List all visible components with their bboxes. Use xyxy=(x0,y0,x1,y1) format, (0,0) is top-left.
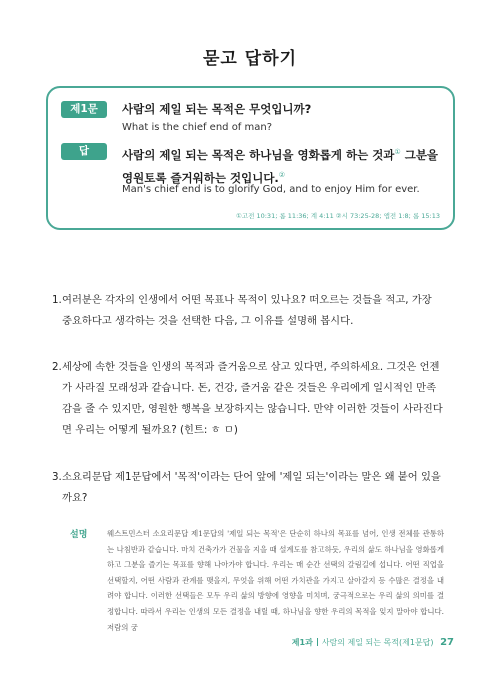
question-number: 2. xyxy=(52,361,62,373)
question-number: 3. xyxy=(52,471,62,483)
page-number: 27 xyxy=(440,637,454,648)
answer-english: Man's chief end is to glorify God, and to enjoy Him for ever. xyxy=(122,184,420,195)
question-3 xyxy=(52,467,444,509)
page-footer xyxy=(292,637,454,648)
question-number: 1. xyxy=(52,294,62,306)
question-badge: 제1문 xyxy=(61,101,107,118)
footer-chapter: 제1과 xyxy=(291,638,313,647)
question-text: 세상에 속한 것들을 인생의 목적과 즐거움으로 삼고 있다면, 주의하세요. 그것은 언젠가 사라질 모래성과 같습니다. 돈, 건강, 즐거움 같은 것들은 우리에게 일시적인 만족감을 줄 수 있지만, 영원한 행복을 보장하지는 않습니다. 만약 이러한 것들이 사라진다면 우리는 어떻게 될까요? (힌트: ㅎ ㅁ) xyxy=(62,361,443,436)
answer-korean-part1: 사람의 제일 되는 목적은 하나님을 영화롭게 하는 것과 xyxy=(122,147,395,162)
answer-footnote-1: ① xyxy=(394,148,401,156)
note-text: 웨스트민스터 소요리문답 제1문답의 '제일 되는 목적'은 단순히 하나의 목표를 넘어, 인생 전체를 관통하는 나침반과 같습니다. 마치 건축가가 건물을 지을 때 설계도를 참고하듯, 우리의 삶도 하나님을 영화롭게 하고 그분을 즐기는 목표를 향해 나아가야 합니다. 우리는 매 순간 선택의 갈림길에 섭니다. 어떤 직업을 선택할지, 어떤 사람과 관계를 맺을지, 무엇을 위해 어떤 가치관을 가지고 살아갈지 등 수많은 결정을 내려야 합니다. 이러한 선택들은 모두 우리 삶의 방향에 영향을 미치며, 궁극적으로는 우리 삶의 의미를 결정합니다. 따라서 우리는 인생의 모든 결정을 내릴 때, 하나님을 향한 우리의 목적을 잊지 말아야 합니다. 저람의 궁 xyxy=(107,529,444,632)
question-korean: 사람의 제일 되는 목적은 무엇입니까? xyxy=(122,102,312,116)
question-english: What is the chief end of man? xyxy=(122,122,273,133)
answer-footnote-2: ② xyxy=(278,170,286,179)
note-title: 설명 xyxy=(70,530,88,540)
answer-korean-part2: 그분을 영원토록 즐거워하는 것입니다. xyxy=(122,147,439,185)
answer-korean xyxy=(122,142,442,188)
footer-title: 사람의 제일 되는 목적(제1문답) xyxy=(321,638,434,647)
scripture-references: ①고전 10:31; 롬 11:36; 계 4:11 ②시 73:25-28; 앱전 1:8; 롬 15:13 xyxy=(236,212,440,220)
page-title: 묻고 답하기 xyxy=(202,49,298,69)
question-text: 여러분은 각자의 인생에서 어떤 목표나 목적이 있나요? 떠오르는 것들을 적고, 가장 중요하다고 생각하는 것을 선택한 다음, 그 이유를 설명해 봅시다. xyxy=(62,294,432,327)
question-2 xyxy=(52,357,444,441)
question-1 xyxy=(52,290,444,332)
footer-divider xyxy=(317,638,318,646)
answer-badge: 답 xyxy=(61,143,107,160)
question-text: 소요리문답 제1문답에서 '목적'이라는 단어 앞에 '제일 되는'이라는 말은 왜 붙어 있을까요? xyxy=(62,471,441,504)
qa-box xyxy=(46,86,455,230)
